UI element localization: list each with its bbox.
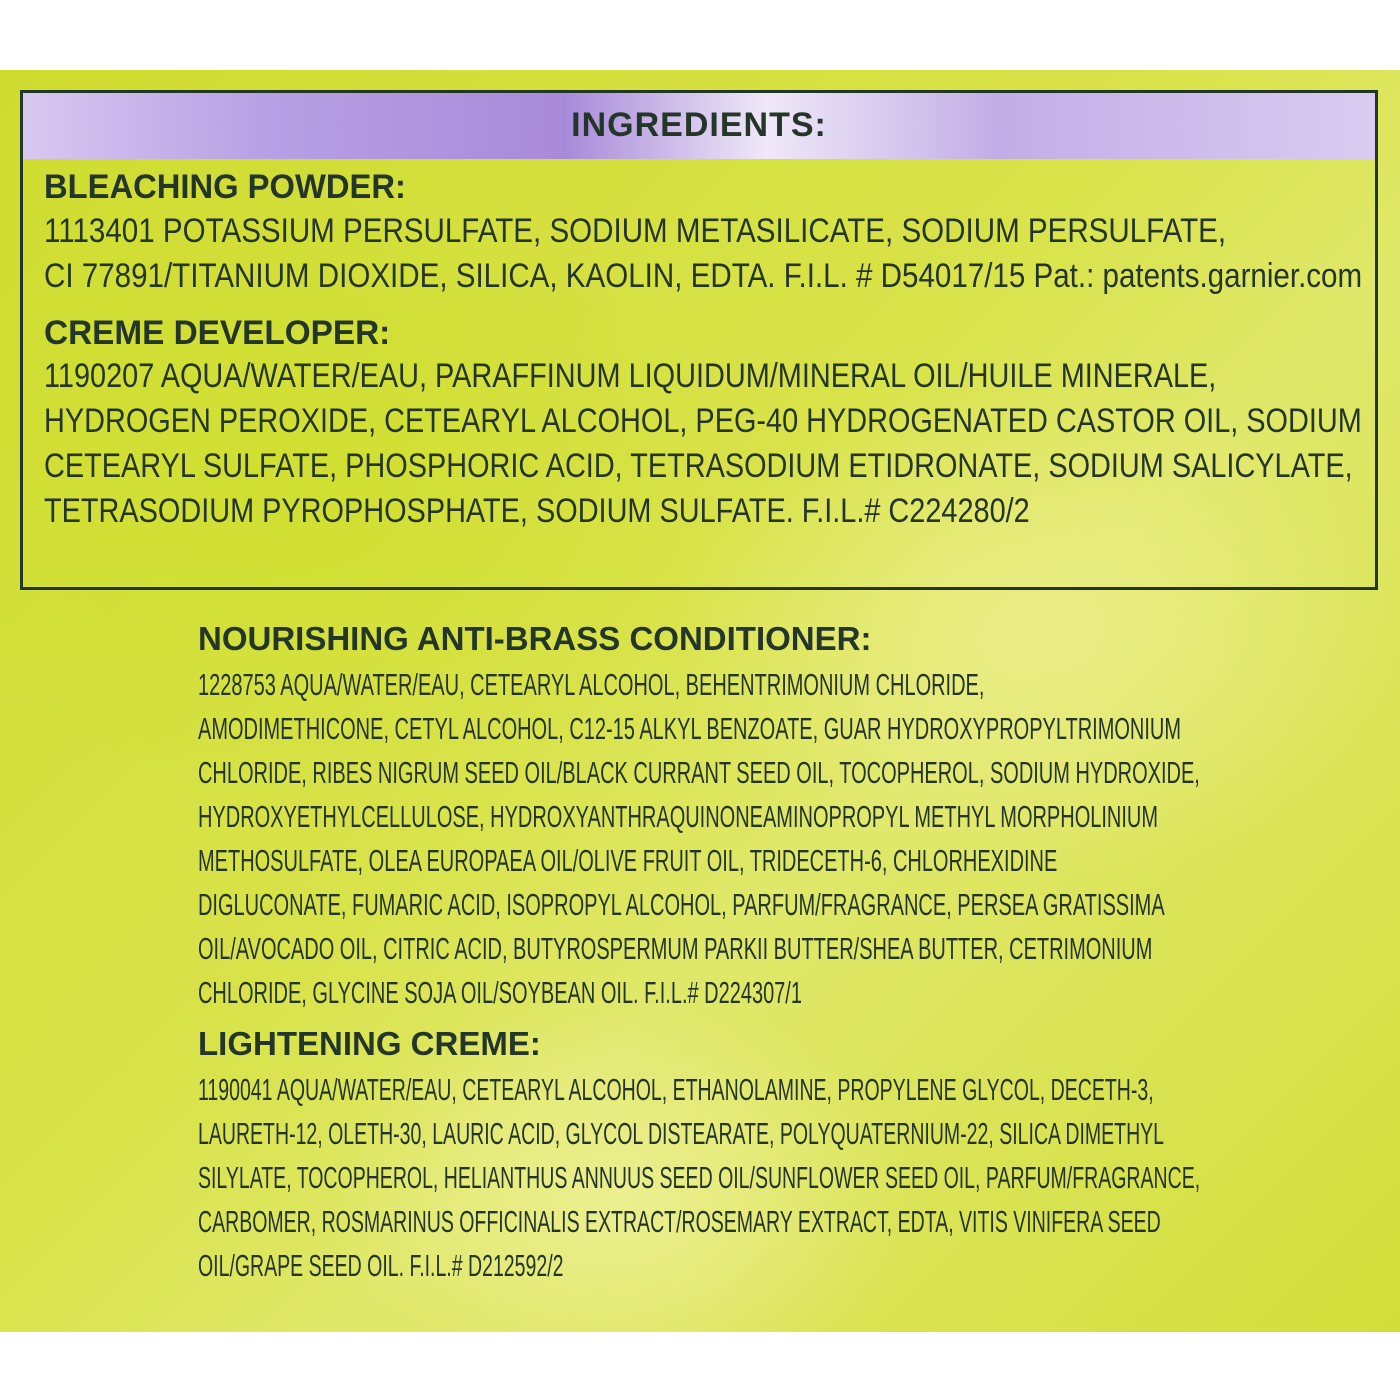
ingredient-line: HYDROXYETHYLCELLULOSE, HYDROXYANTHRAQUINONEAMINOPROPYL METHYL MORPHOLINIUM (198, 799, 1158, 834)
ingredients-title: INGREDIENTS: (23, 93, 1375, 159)
ingredient-line: TETRASODIUM PYROPHOSPHATE, SODIUM SULFATE. F.I.L.# C224280/2 (44, 492, 1030, 530)
ingredient-line: CARBOMER, ROSMARINUS OFFICINALIS EXTRACT/ROSEMARY EXTRACT, EDTA, VITIS VINIFERA SEED (198, 1204, 1161, 1239)
ingredient-line: 1190041 AQUA/WATER/EAU, CETEARYL ALCOHOL, ETHANOLAMINE, PROPYLENE GLYCOL, DECETH-3, (198, 1072, 1154, 1107)
bleaching-powder-heading: BLEACHING POWDER: (44, 168, 406, 206)
ingredient-line: SILYLATE, TOCOPHEROL, HELIANTHUS ANNUUS SEED OIL/SUNFLOWER SEED OIL, PARFUM/FRAGRANCE, (198, 1160, 1201, 1195)
ingredient-line: OIL/GRAPE SEED OIL. F.I.L.# D212592/2 (198, 1248, 564, 1283)
ingredient-line: 1190207 AQUA/WATER/EAU, PARAFFINUM LIQUIDUM/MINERAL OIL/HUILE MINERALE, (44, 357, 1217, 395)
creme-developer-ingredients (44, 354, 1362, 534)
ingredient-line: OIL/AVOCADO OIL, CITRIC ACID, BUTYROSPERMUM PARKII BUTTER/SHEA BUTTER, CETRIMONIUM (198, 931, 1153, 966)
ingredient-line: METHOSULFATE, OLEA EUROPAEA OIL/OLIVE FRUIT OIL, TRIDECETH-6, CHLORHEXIDINE (198, 843, 1058, 878)
creme-developer-heading: CREME DEVELOPER: (44, 314, 391, 352)
ingredient-line: 1113401 POTASSIUM PERSULFATE, SODIUM METASILICATE, SODIUM PERSULFATE, (44, 212, 1227, 250)
lightening-creme-heading: LIGHTENING CREME: (198, 1025, 541, 1062)
ingredient-line: CHLORIDE, RIBES NIGRUM SEED OIL/BLACK CURRANT SEED OIL, TOCOPHEROL, SODIUM HYDROXIDE, (198, 755, 1200, 790)
ingredient-line: CETEARYL SULFATE, PHOSPHORIC ACID, TETRASODIUM ETIDRONATE, SODIUM SALICYLATE, (44, 447, 1353, 485)
ingredient-line: CI 77891/TITANIUM DIOXIDE, SILICA, KAOLIN, EDTA. F.I.L. # D54017/15 Pat.: patents.garnier.com (44, 257, 1363, 295)
ingredient-line: HYDROGEN PEROXIDE, CETEARYL ALCOHOL, PEG-40 HYDROGENATED CASTOR OIL, SODIUM (44, 402, 1362, 440)
conditioner-ingredients (198, 663, 1200, 1015)
ingredient-line: DIGLUCONATE, FUMARIC ACID, ISOPROPYL ALCOHOL, PARFUM/FRAGRANCE, PERSEA GRATISSIMA (198, 887, 1165, 922)
ingredient-line: CHLORIDE, GLYCINE SOJA OIL/SOYBEAN OIL. F.I.L.# D224307/1 (198, 975, 802, 1010)
lightening-creme-ingredients (198, 1068, 1200, 1288)
ingredient-line: AMODIMETHICONE, CETYL ALCOHOL, C12-15 ALKYL BENZOATE, GUAR HYDROXYPROPYLTRIMONIUM (198, 711, 1181, 746)
ingredient-line: 1228753 AQUA/WATER/EAU, CETEARYL ALCOHOL, BEHENTRIMONIUM CHLORIDE, (198, 667, 985, 702)
conditioner-heading: NOURISHING ANTI-BRASS CONDITIONER: (198, 620, 872, 657)
ingredient-line: LAURETH-12, OLETH-30, LAURIC ACID, GLYCOL DISTEARATE, POLYQUATERNIUM-22, SILICA DIMETHYL (198, 1116, 1165, 1151)
bleaching-powder-ingredients (44, 209, 1362, 299)
ingredients-panel (0, 70, 1400, 1332)
